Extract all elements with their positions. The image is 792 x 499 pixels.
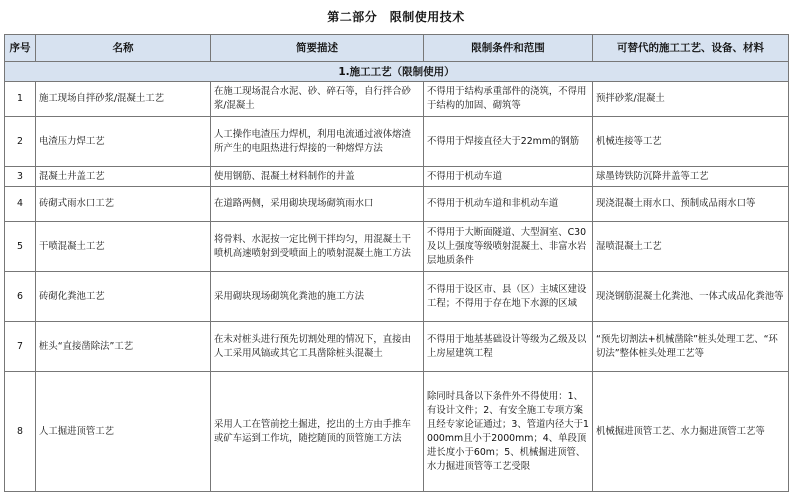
row-description: 采用人工在管前挖土掘进，挖出的土方由手推车或矿车运到工作坑，随挖随顶的顶管施工方法 [211,372,424,492]
row-description: 将骨料、水泥按一定比例干拌均匀，用混凝土干喷机高速喷射到受喷面上的喷射混凝土施工方法 [211,222,424,272]
row-description: 在未对桩头进行预先切割处理的情况下，直接由人工采用风镐或其它工具凿除桩头混凝土 [211,322,424,372]
row-name: 干喷混凝土工艺 [36,222,211,272]
table-row [5,222,789,272]
row-description: 人工操作电渣压力焊机，利用电流通过液体熔渣所产生的电阻热进行焊接的一种熔焊方法 [211,117,424,167]
row-name: 桩头“直接凿除法”工艺 [36,322,211,372]
row-no: 8 [5,372,36,492]
section-row [5,62,789,82]
row-description: 在道路两侧，采用砌块现场砌筑雨水口 [211,187,424,222]
row-alternative: 机械掘进顶管工艺、水力掘进顶管工艺等 [593,372,789,492]
table-header-row [5,35,789,62]
row-no: 1 [5,82,36,117]
row-no: 5 [5,222,36,272]
row-alternative: “预先切割法+机械凿除”桩头处理工艺、“环切法”整体桩头处理工艺等 [593,322,789,372]
row-description: 使用钢筋、混凝土材料制作的井盖 [211,167,424,187]
header-alternatives: 可替代的施工工艺、设备、材料 [593,35,789,62]
row-restriction: 不得用于机动车道和非机动车道 [424,187,593,222]
row-name: 人工掘进顶管工艺 [36,372,211,492]
header-name: 名称 [36,35,211,62]
table-row [5,187,789,222]
table-row [5,167,789,187]
row-restriction: 不得用于焊接直径大于22mm的钢筋 [424,117,593,167]
page-title: 第二部分 限制使用技术 [327,10,465,24]
row-no: 6 [5,272,36,322]
row-description: 在施工现场混合水泥、砂、碎石等，自行拌合砂浆/混凝土 [211,82,424,117]
row-alternative: 现浇钢筋混凝土化粪池、一体式成品化粪池等 [593,272,789,322]
row-alternative: 现浇混凝土雨水口、预制成品雨水口等 [593,187,789,222]
table-row [5,117,789,167]
row-restriction: 不得用于地基基础设计等级为乙级及以上房屋建筑工程 [424,322,593,372]
header-restriction: 限制条件和范围 [424,35,593,62]
table-row [5,82,789,117]
row-restriction: 不得用于设区市、县（区）主城区建设工程；不得用于存在地下水源的区域 [424,272,593,322]
row-restriction: 除同时具备以下条件外不得使用：1、有设计文件；2、有安全施工专项方案且经专家论证通过；3、管道内径大于1000mm且小于2000mm；4、单段顶进长度小于60m；5、机械掘进顶管、水力掘进顶管等工艺受限 [424,372,593,492]
header-description: 简要描述 [211,35,424,62]
row-name: 砖砌化粪池工艺 [36,272,211,322]
row-alternative: 球墨铸铁防沉降井盖等工艺 [593,167,789,187]
row-no: 4 [5,187,36,222]
table-row [5,272,789,322]
row-name: 电渣压力焊工艺 [36,117,211,167]
row-name: 施工现场自拌砂浆/混凝土工艺 [36,82,211,117]
section-title: 1.施工工艺（限制使用） [5,62,789,82]
row-restriction: 不得用于大断面隧道、大型洞室、C30及以上强度等级喷射混凝土、非富水岩层地质条件 [424,222,593,272]
row-no: 3 [5,167,36,187]
row-alternative: 机械连接等工艺 [593,117,789,167]
row-alternative: 预拌砂浆/混凝土 [593,82,789,117]
row-alternative: 湿喷混凝土工艺 [593,222,789,272]
table-row [5,322,789,372]
row-restriction: 不得用于机动车道 [424,167,593,187]
row-no: 7 [5,322,36,372]
row-name: 混凝土井盖工艺 [36,167,211,187]
table-row [5,372,789,492]
restricted-tech-table [4,34,789,492]
row-no: 2 [5,117,36,167]
row-restriction: 不得用于结构承重部件的浇筑，不得用于结构的加固、砌筑等 [424,82,593,117]
row-name: 砖砌式雨水口工艺 [36,187,211,222]
row-description: 采用砌块现场砌筑化粪池的施工方法 [211,272,424,322]
header-no: 序号 [5,35,36,62]
